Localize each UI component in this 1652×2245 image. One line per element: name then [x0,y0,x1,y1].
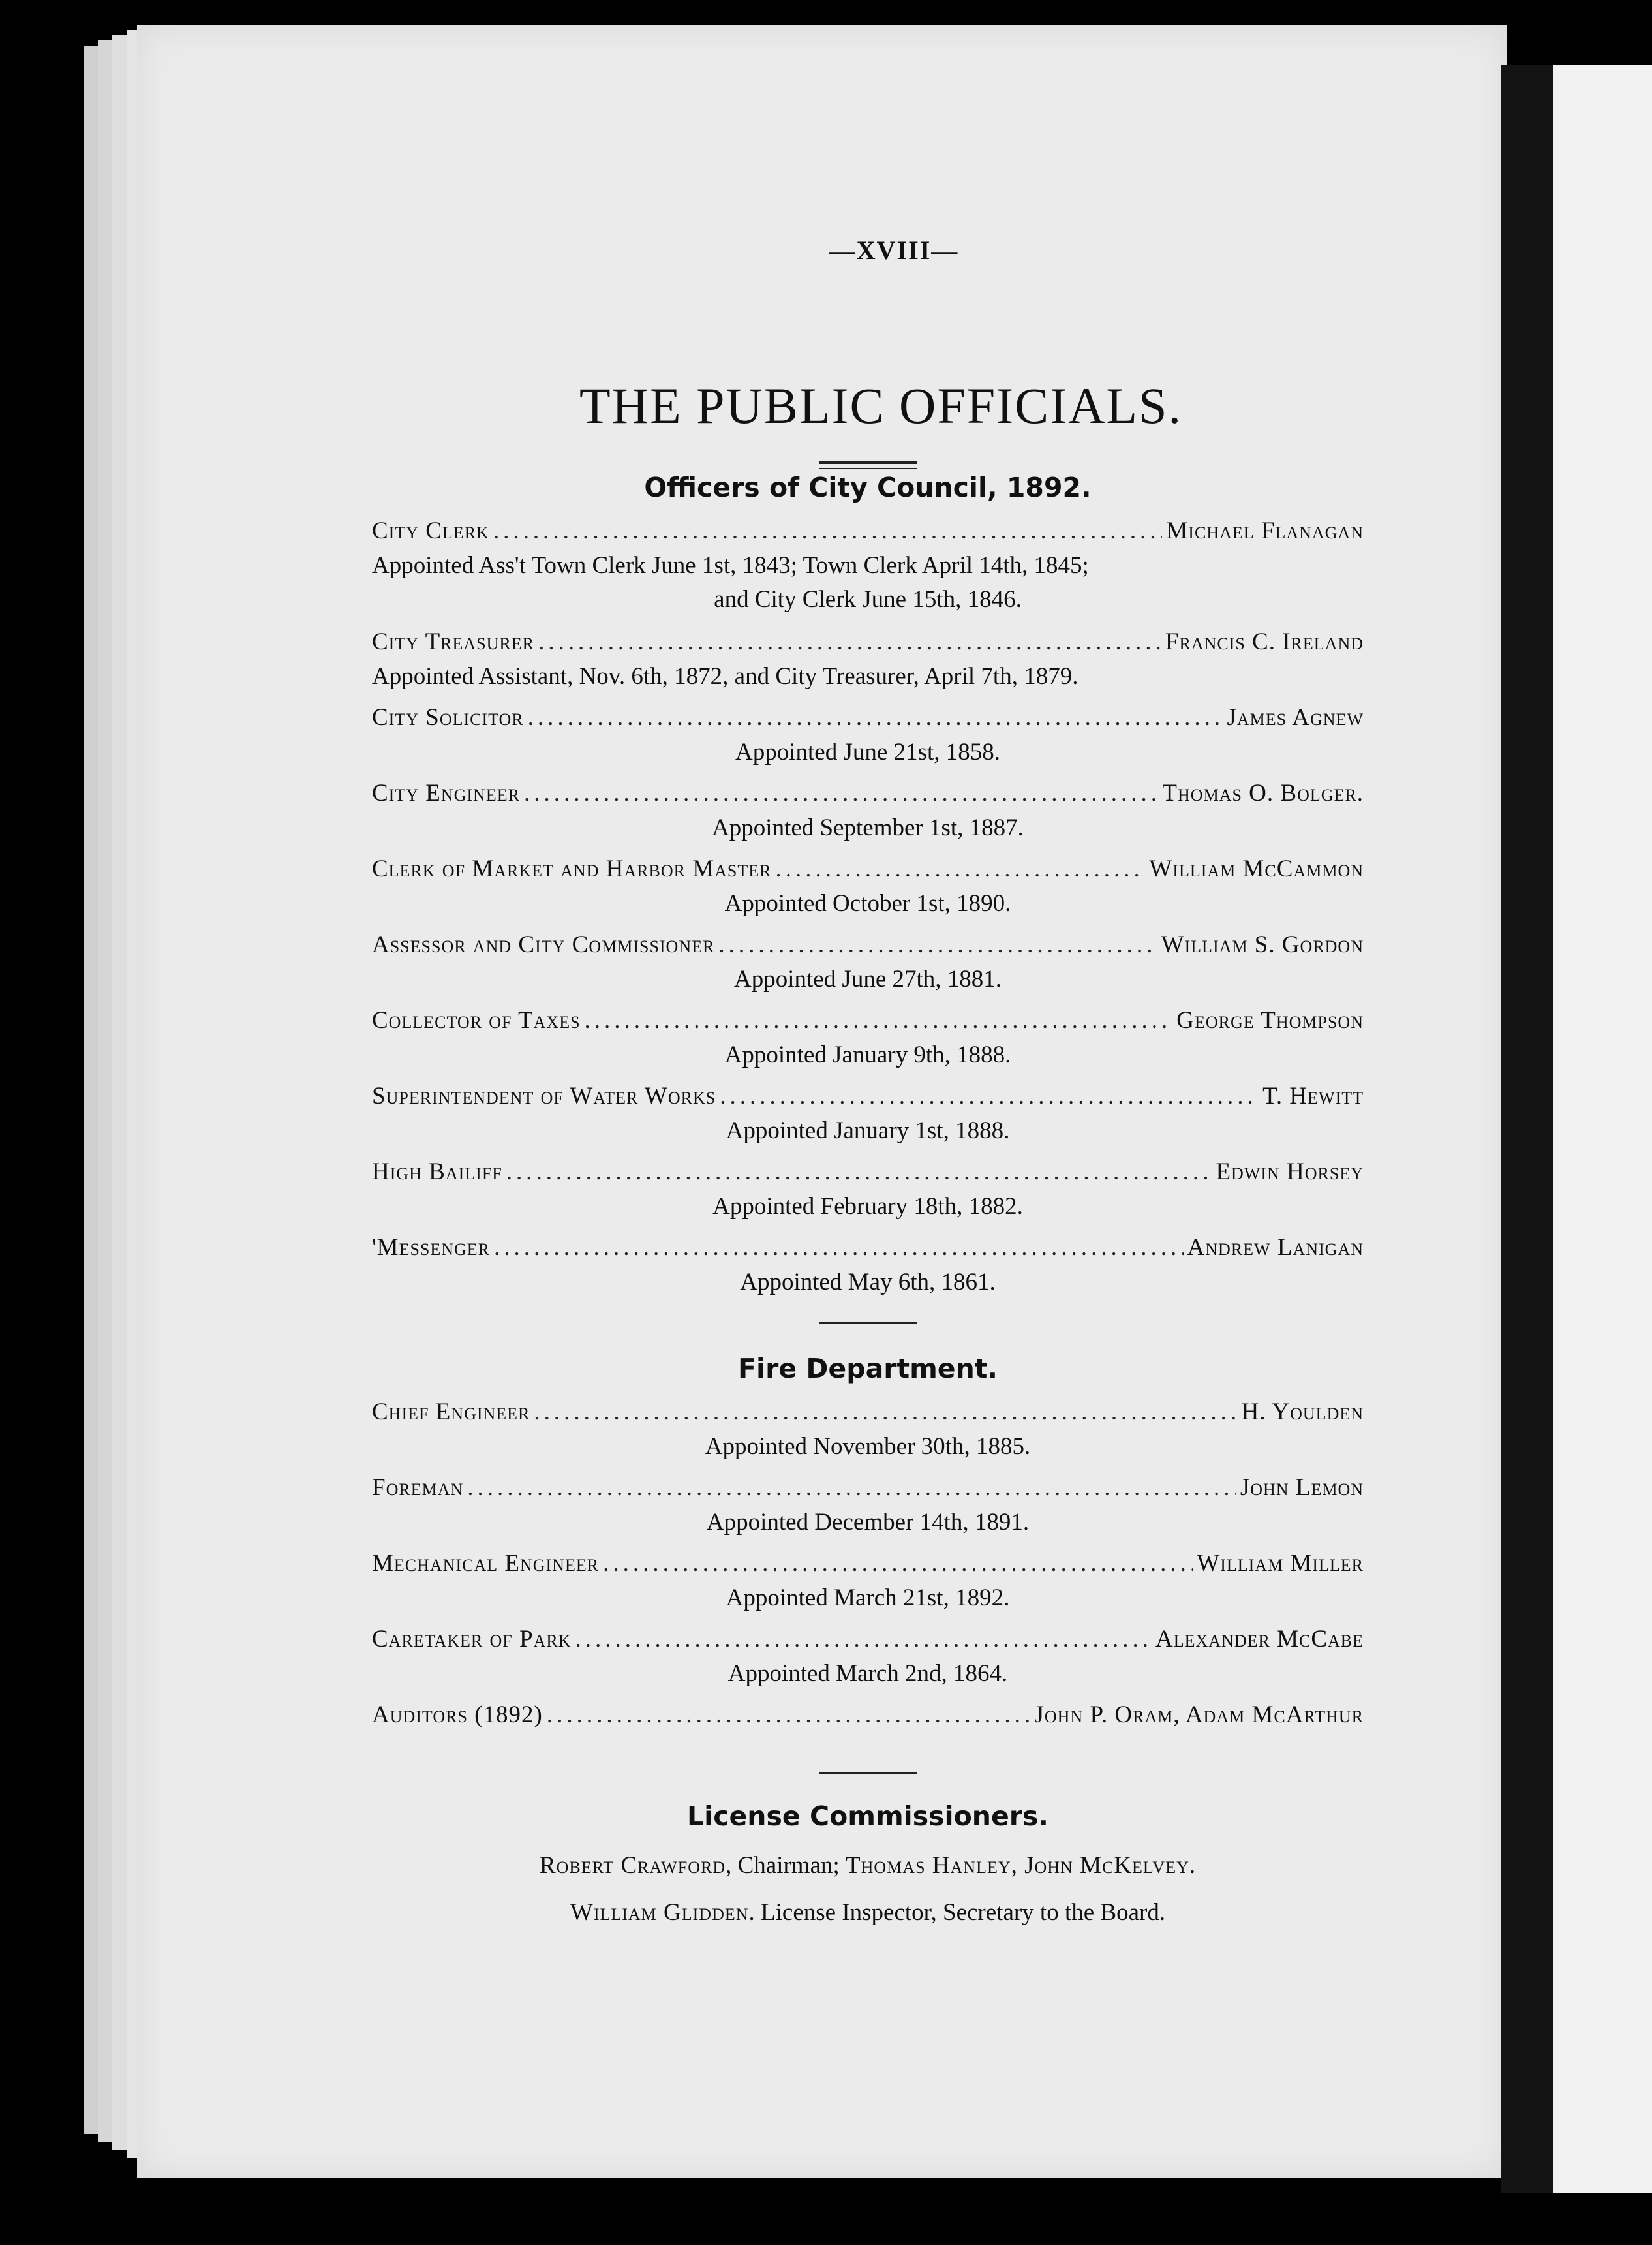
dot-leader [524,776,1158,811]
appointment-note: Appointed February 18th, 1882. [712,1193,1023,1220]
official-title: Caretaker of Park [372,1626,572,1652]
official-title: Mechanical Engineer [372,1550,600,1577]
appointment-note: Appointed Assistant, Nov. 6th, 1872, and City Treasurer, April 7th, 1879. [372,663,1078,690]
official-name: James Agnew [1227,704,1364,731]
official-entry-market-master [372,852,1364,887]
license-inspector-line [372,1889,1364,1936]
appointment-note: Appointed June 27th, 1881. [733,966,1002,993]
official-title: Clerk of Market and Harbor Master [372,856,772,882]
dot-leader [528,700,1223,735]
chairman-role: , Chairman; [726,1852,840,1879]
chairman-name: Robert Crawford [539,1852,726,1879]
license-commissioners-heading: License Commissioners. [687,1801,1048,1832]
official-title: Assessor and City Commissioner [372,931,715,958]
official-name: William S. Gordon [1161,931,1364,958]
appointment-note: Appointed December 14th, 1891. [706,1509,1030,1536]
official-entry-foreman [372,1470,1364,1506]
official-name: Edwin Horsey [1216,1158,1364,1185]
dot-leader [603,1546,1193,1581]
official-title: City Treasurer [372,628,534,655]
official-entry-city-clerk [372,514,1364,549]
appointment-note: Appointed January 1st, 1888. [726,1117,1010,1144]
section-divider [819,1772,917,1774]
commissioner-names: Thomas Hanley, John McKelvey. [846,1852,1197,1879]
dot-leader [575,1622,1152,1657]
official-name: Alexander McCabe [1155,1626,1364,1652]
official-entry-chief-engineer [372,1395,1364,1430]
official-entry-water-works [372,1079,1364,1114]
appointment-note: Appointed October 1st, 1890. [724,890,1011,917]
appointment-note [372,549,1364,617]
dot-leader [538,625,1161,660]
license-commissioners-line [372,1842,1364,1889]
appointment-note-line: Appointed Ass't Town Clerk June 1st, 1843; Town Clerk April 14th, 1845; [372,552,1089,579]
official-title: City Clerk [372,518,489,544]
official-entry-auditors [372,1697,1364,1733]
official-name: John Lemon [1240,1474,1364,1501]
official-title: Auditors (1892) [372,1701,543,1728]
page-title: THE PUBLIC OFFICIALS. [579,377,1182,434]
dot-leader [585,1003,1173,1038]
official-name: T. Hewitt [1262,1083,1364,1109]
official-name: George Thompson [1176,1007,1364,1034]
official-name: Michael Flanagan [1166,518,1364,544]
dot-leader [534,1395,1237,1430]
fire-department-heading: Fire Department. [738,1353,998,1384]
section-divider [819,461,917,464]
dot-leader [467,1470,1236,1506]
dot-leader [494,1230,1184,1265]
dot-leader [718,927,1157,963]
official-entry-city-engineer [372,776,1364,811]
appointment-note: Appointed March 2nd, 1864. [727,1660,1008,1687]
official-name: H. Youlden [1241,1399,1364,1425]
section-divider [819,1322,917,1324]
official-name: William McCammon [1149,856,1364,882]
official-entry-messenger [372,1230,1364,1265]
official-title: Foreman [372,1474,464,1501]
dot-leader [775,852,1145,887]
appointment-note: Appointed January 9th, 1888. [724,1042,1011,1068]
council-heading: Officers of City Council, 1892. [644,472,1092,503]
official-entry-collector [372,1003,1364,1038]
official-entry-city-solicitor [372,700,1364,735]
official-title: Chief Engineer [372,1399,530,1425]
official-name: William Miller [1197,1550,1364,1577]
official-title: High Bailiff [372,1158,502,1185]
appointment-note: Appointed June 21st, 1858. [735,739,1000,766]
appointment-note-line: and City Clerk June 15th, 1846. [714,586,1022,613]
official-title: Collector of Taxes [372,1007,581,1034]
dot-leader [506,1154,1212,1190]
appointment-note: Appointed May 6th, 1861. [740,1269,996,1295]
page-number: —XVIII— [829,236,959,265]
official-title: City Solicitor [372,704,524,731]
official-title: City Engineer [372,780,520,807]
inspector-role: . License Inspector, Secretary to the Board. [748,1899,1166,1926]
appointment-note: Appointed September 1st, 1887. [712,814,1024,841]
dot-leader [547,1697,1031,1733]
official-entry-bailiff [372,1154,1364,1190]
inspector-name: William Glidden [570,1899,749,1926]
official-title: 'Messenger [372,1234,491,1261]
page-content [372,235,1364,1936]
dot-leader [720,1079,1259,1114]
appointment-note: Appointed November 30th, 1885. [705,1433,1031,1460]
binding-strip [1501,65,1553,2193]
official-entry-assessor [372,927,1364,963]
official-name: Francis C. Ireland [1165,628,1364,655]
official-entry-caretaker [372,1622,1364,1657]
dot-leader [493,514,1163,549]
official-title: Superintendent of Water Works [372,1083,716,1109]
official-entry-mechanical-engineer [372,1546,1364,1581]
official-name: Andrew Lanigan [1187,1234,1364,1261]
official-entry-city-treasurer [372,625,1364,660]
official-name: John P. Oram, Adam McArthur [1034,1701,1364,1728]
official-name: Thomas O. Bolger. [1162,780,1364,807]
appointment-note: Appointed March 21st, 1892. [726,1585,1010,1611]
binding-margin [1553,65,1652,2193]
